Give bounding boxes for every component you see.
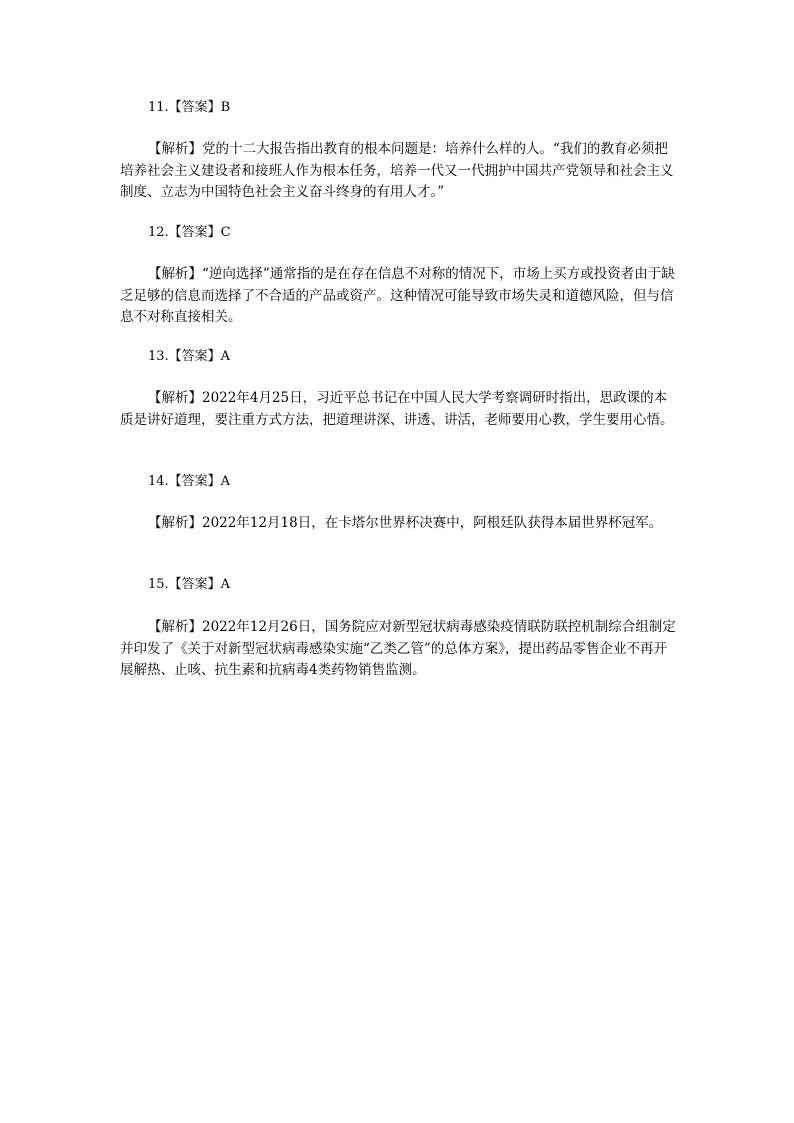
answer-line: 12.【答案】C — [148, 225, 231, 240]
analysis-paragraph: 【解析】党的十二大报告指出教育的根本问题是：培养什么样的人。“我们的教育必须把培养社会主义建设者和接班人作为根本任务，培养一代又一代拥护中国共产党领导和社会主义制度、立志为中国特色社会主义奋斗终身的有用人才。” — [120, 141, 674, 200]
analysis-paragraph: 【解析】“逆向选择”通常指的是在存在信息不对称的情况下，市场上买方或投资者由于缺乏足够的信息而选择了不合适的产品或资产。这种情况可能导致市场失灵和道德风险，但与信息不对称直接相关。 — [120, 266, 675, 325]
analysis-paragraph: 【解析】2022年4月25日，习近平总书记在中国人民大学考察调研时指出，思政课的本质是讲好道理，要注重方式方法，把道理讲深、讲透、讲活，老师要用心教，学生要用心悟。 — [120, 390, 674, 428]
answer-line: 14.【答案】A — [148, 474, 231, 489]
analysis-paragraph: 【解析】2022年12月18日，在卡塔尔世界杯决赛中，阿根廷队获得本届世界杯冠军。 — [148, 515, 663, 531]
answer-line: 11.【答案】B — [148, 100, 231, 115]
answer-line: 15.【答案】A — [148, 577, 231, 592]
answer-line: 13.【答案】A — [148, 349, 231, 364]
analysis-paragraph: 【解析】2022年12月26日，国务院应对新型冠状病毒感染疫情联防联控机制综合组制定并印发了《关于对新型冠状病毒感染实施“乙类乙管”的总体方案》，提出药品零售企业不再开展解热、止咳、抗生素和抗病毒4类药物销售监测。 — [120, 619, 676, 678]
